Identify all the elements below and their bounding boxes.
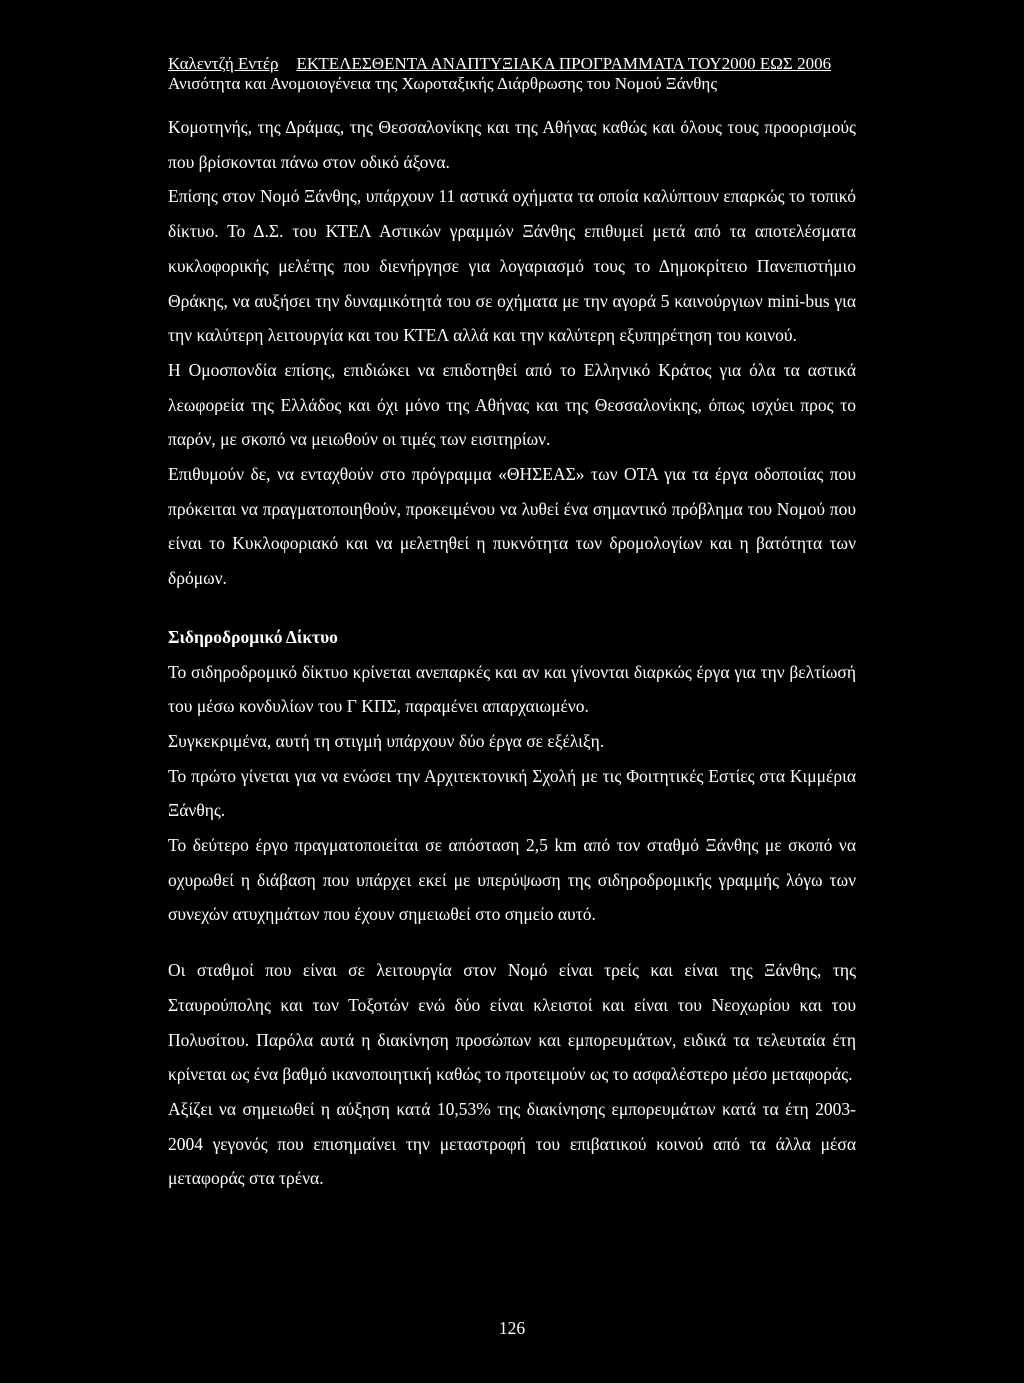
paragraph-freight-increase: Αξίζει να σημειωθεί η αύξηση κατά 10,53% της διακίνησης εμπορευμάτων κατά τα έτη 2003-2004 γεγονός που επισημαίνει την μεταστροφή του επιβατικού κοινού από τα άλλα μέσα μεταφοράς στα τρένα. xyxy=(168,1098,856,1189)
paragraph-railway-network: Το σιδηροδρομικό δίκτυο κρίνεται ανεπαρκές και αν και γίνονται διαρκώς έργα για την βελτίωσή του μέσω κονδυλίων του Γ ΚΠΣ, παραμένει απαρχαιωμένο. xyxy=(168,661,856,717)
header-subtitle: Ανισότητα και Ανομοιογένεια της Χωροταξικής Διάρθρωσης του Νομού Ξάνθης xyxy=(168,74,718,93)
page-header xyxy=(168,54,868,94)
paragraph-stations: Οι σταθμοί που είναι σε λειτουργία στον Νομό είναι τρείς και είναι της Ξάνθης, της Σταυρούπολης και των Τοξοτών ενώ δύο είναι κλειστοί και είναι του Νεοχωρίου και του Πολυσίτου. Παρόλα αυτά η διακίνηση προσώπων και εμπορευμάτων, ειδικά τα τελευταία έτη κρίνεται ως ένα βαθμό ικανοποιητική καθώς το προτειμούν ως το ασφαλέστερο μέσο μεταφοράς. xyxy=(168,960,856,1085)
page-number: 126 xyxy=(498,1318,526,1338)
section-title-railway: Σιδηροδρομικό Δίκτυο xyxy=(168,626,338,647)
document-body xyxy=(168,110,856,1196)
spacer xyxy=(168,596,856,620)
paragraph-projects-in-progress: Συγκεκριμένα, αυτή τη στιγμή υπάρχουν δύο έργα σε εξέλιξη. xyxy=(168,730,605,751)
paragraph-theseas-program: Επιθυμούν δε, να ενταχθούν στο πρόγραμμα «ΘΗΣΕΑΣ» των ΟΤΑ για τα έργα οδοποιίας που πρόκειται να πραγματοποιηθούν, προκειμένου να λυθεί ένα σημαντικό πρόβλημα του Νομού που είναι το Κυκλοφοριακό και να μελετηθεί η πυκνότητα των δρομολογίων και η βατότητα των δρόμων. xyxy=(168,464,856,589)
header-author: Καλεντζή Εντέρ xyxy=(168,54,279,73)
paragraph-federation-subsidy: Η Ομοσπονδία επίσης, επιδιώκει να επιδοτηθεί από το Ελληνικό Κράτος για όλα τα αστικά λεωφορεία της Ελλάδος και όχι μόνο της Αθήνας και της Θεσσαλονίκης, όπως ισχύει προς το παρόν, με σκοπό να μειωθούν οι τιμές των εισιτηρίων. xyxy=(168,359,856,450)
paragraph-road-destinations: Κομοτηνής, της Δράμας, της Θεσσαλονίκης και της Αθήνας καθώς και όλους τους προορισμούς που βρίσκονται πάνω στον οδικό άξονα. xyxy=(168,117,856,172)
header-row xyxy=(168,54,868,74)
header-program-title: ΕΚΤΕΛΕΣΘΕΝΤΑ ΑΝΑΠΤΥΞΙΑΚΑ ΠΡΟΓΡΑΜΜΑΤΑ ΤΟΥ2000 ΕΩΣ 2006 xyxy=(296,54,832,73)
paragraph-urban-buses: Επίσης στον Νομό Ξάνθης, υπάρχουν 11 αστικά οχήματα τα οποία καλύπτουν επαρκώς το τοπικό δίκτυο. Το Δ.Σ. του ΚΤΕΛ Αστικών γραμμών Ξάνθης επιθυμεί μετά από τα αποτελέσματα κυκλοφορικής μελέτης που διενήργησε για λογαριασμό τους το Δημοκρίτειο Πανεπιστήμιο Θράκης, να αυξήσει την δυναμικότητά του σε οχήματα με την αγορά 5 καινούργιων mini-bus για την καλύτερη λειτουργία και του ΚΤΕΛ αλλά και την καλύτερη εξυπηρέτηση του κοινού. xyxy=(168,186,856,346)
paragraph-second-project: Το δεύτερο έργο πραγματοποιείται σε απόσταση 2,5 km από τον σταθμό Ξάνθης με σκοπό να οχυρωθεί η διάβαση που υπάρχει εκεί με υπερύψωση της σιδηροδρομικής γραμμής λόγω των συνεχών ατυχημάτων που έχουν σημειωθεί στο σημείο αυτό. xyxy=(168,835,856,925)
paragraph-first-project: Το πρώτο γίνεται για να ενώσει την Αρχιτεκτονική Σχολή με τις Φοιτητικές Εστίες στα Κιμμέρια Ξάνθης. xyxy=(168,765,856,821)
spacer xyxy=(168,932,856,953)
